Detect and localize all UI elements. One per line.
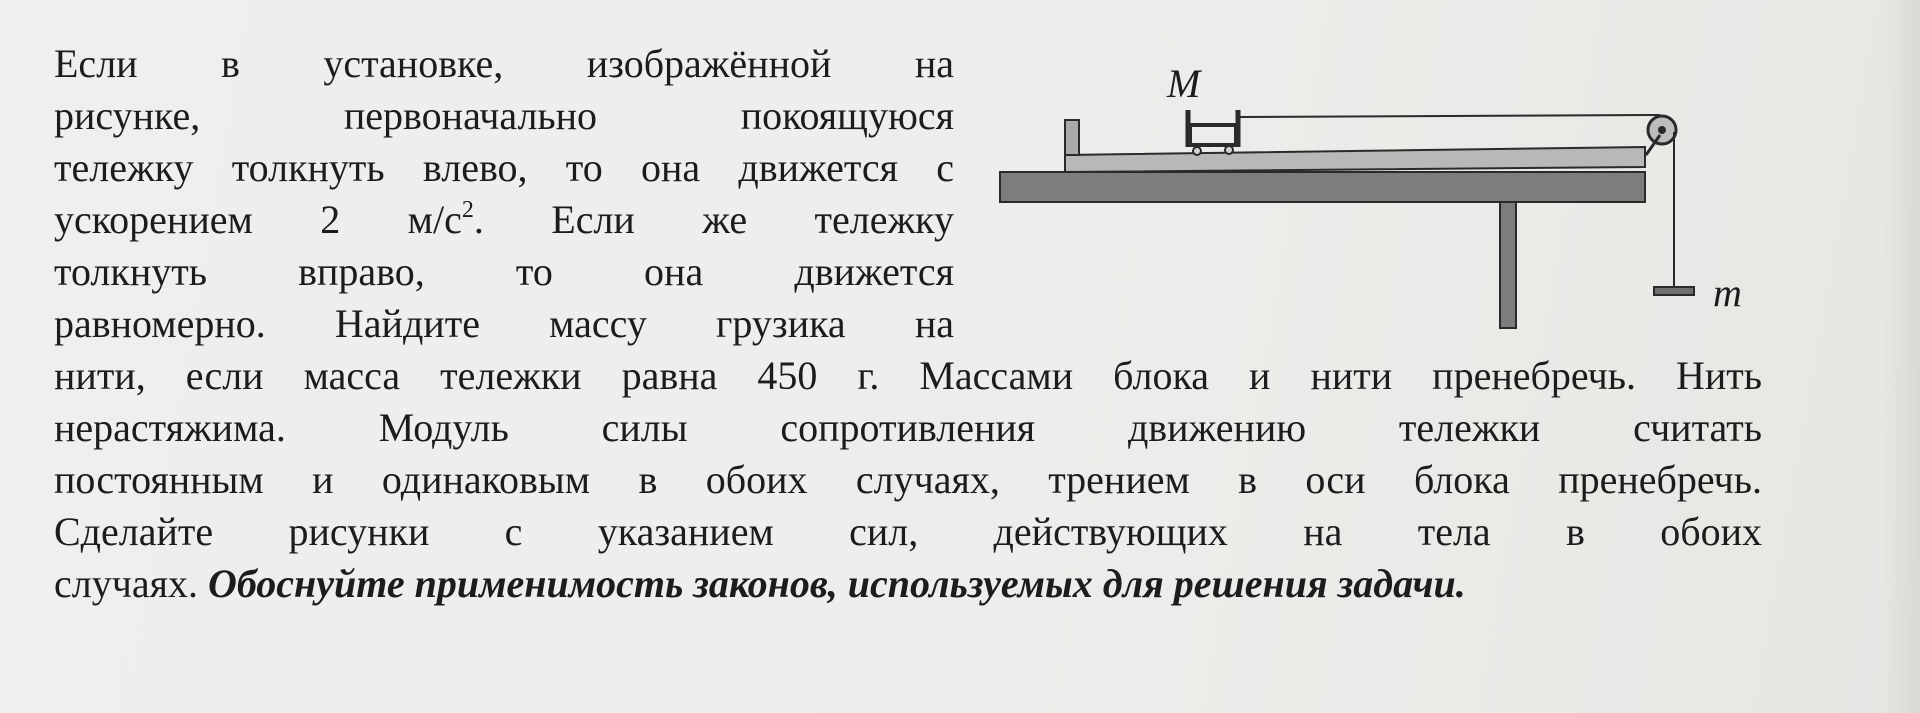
- photo-edge-shadow: [1880, 0, 1920, 713]
- text-line-9: постоянным и одинаковым в обоих случаях, трением в оси блока пренебречь.: [54, 457, 1762, 502]
- table-top: [1000, 172, 1645, 202]
- squared-superscript: 2: [461, 197, 474, 223]
- weight-mass-label: m: [1713, 270, 1742, 315]
- cart-mass-label: M: [1167, 61, 1201, 106]
- left-stopper: [1065, 120, 1079, 155]
- text-line-11-regular: случаях.: [54, 561, 208, 606]
- table-leg: [1500, 202, 1516, 328]
- text-line-3: тележку толкнуть влево, то она движется с: [54, 145, 954, 190]
- acceleration-text: ускорением 2 м/с: [54, 197, 462, 242]
- text-line-1: Если в установке, изображённой на: [54, 41, 954, 86]
- text-line-5: толкнуть вправо, то она движется: [54, 249, 954, 294]
- text-line-6: равномерно. Найдите массу грузика на: [54, 301, 954, 346]
- cart-wheel-left: [1193, 147, 1201, 155]
- text-line-2: рисунке, первоначально покоящуюся: [54, 93, 954, 138]
- cart-wheel-right: [1225, 146, 1233, 154]
- text-line-8: нерастяжима. Модуль силы сопротивления движению тележки считать: [54, 405, 1762, 450]
- text-line-4: [54, 194, 954, 246]
- text-line-11: [54, 558, 1762, 610]
- hanging-weight: [1654, 287, 1694, 295]
- cart: [1188, 110, 1238, 155]
- pulley: [1646, 116, 1676, 155]
- justify-laws-instruction: Обоснуйте применимость законов, используемых для решения задачи.: [207, 561, 1466, 606]
- cart-body: [1190, 125, 1236, 145]
- track-board: [1065, 147, 1645, 172]
- string-horizontal: [1238, 115, 1660, 117]
- text-line-4-rest: . Если же тележку: [473, 197, 955, 242]
- pulley-axle: [1658, 126, 1666, 134]
- text-line-7: нити, если масса тележки равна 450 г. Массами блока и нити пренебречь. Нить: [54, 353, 1762, 398]
- text-line-10: Сделайте рисунки с указанием сил, действующих на тела в обоих: [54, 509, 1762, 554]
- setup-diagram: [990, 55, 1770, 345]
